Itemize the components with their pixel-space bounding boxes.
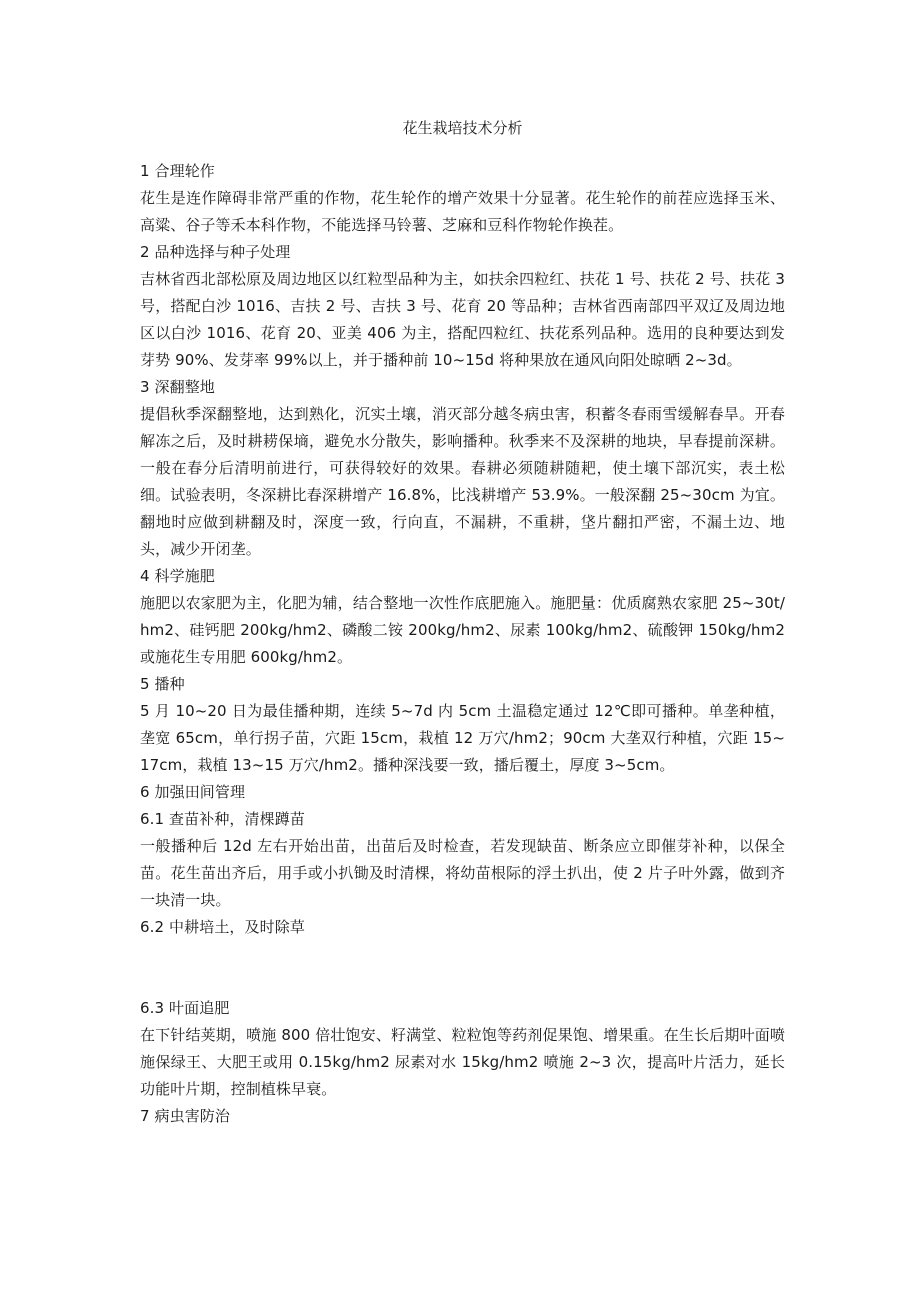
section-heading-7: 7 病虫害防治 bbox=[140, 1107, 231, 1125]
section-body-5: 5 月 10~20 日为最佳播种期，连续 5~7d 内 5cm 土温稳定通过 12℃即可播种。单垄种植，垄宽 65cm，单行拐子苗，穴距 15cm，栽植 12 万穴/hm2；90cm 大垄双行种植，穴距 15~17cm，栽植 13~15 万穴/hm2。播种深浅要一致，播后覆土，厚度 3~5cm。 bbox=[140, 702, 785, 774]
section-body-1: 花生是连作障碍非常严重的作物，花生轮作的增产效果十分显著。花生轮作的前茬应选择玉米、高粱、谷子等禾本科作物，不能选择马铃薯、芝麻和豆科作物轮作换茬。 bbox=[140, 189, 785, 234]
blank-space bbox=[140, 941, 785, 995]
section-body-4: 施肥以农家肥为主，化肥为辅，结合整地一次性作底肥施入。施肥量：优质腐熟农家肥 25~30t/hm2、硅钙肥 200kg/hm2、磷酸二铵 200kg/hm2、尿素 100kg/hm2、硫酸钾 150kg/hm2 或施花生专用肥 600kg/hm2。 bbox=[140, 594, 785, 666]
section-heading-3: 3 深翻整地 bbox=[140, 378, 215, 396]
section-heading-4: 4 科学施肥 bbox=[140, 567, 215, 585]
subsection-heading-6-3: 6.3 叶面追肥 bbox=[140, 999, 230, 1017]
page-title: 花生栽培技术分析 bbox=[402, 119, 523, 137]
section-heading-1: 1 合理轮作 bbox=[140, 162, 215, 180]
subsection-body-6-1: 一般播种后 12d 左右开始出苗，出苗后及时检查，若发现缺苗、断条应立即催芽补种，以保全苗。花生苗出齐后，用手或小扒锄及时清棵，将幼苗根际的浮土扒出，使 2 片子叶外露，做到齐一块清一块。 bbox=[140, 837, 785, 909]
subsection-body-6-3: 在下针结荚期，喷施 800 倍壮饱安、籽满堂、粒粒饱等药剂促果饱、增果重。在生长后期叶面喷施保绿王、大肥王或用 0.15kg/hm2 尿素对水 15kg/hm2 喷施 2~3 次，提高叶片活力，延长功能叶片期，控制植株早衰。 bbox=[140, 1026, 785, 1098]
subsection-heading-6-2: 6.2 中耕培土，及时除草 bbox=[140, 918, 305, 936]
section-body-2: 吉林省西北部松原及周边地区以红粒型品种为主，如扶余四粒红、扶花 1 号、扶花 2 号、扶花 3 号，搭配白沙 1016、吉扶 2 号、吉扶 3 号、花育 20 等品种；吉林省西南部四平双辽及周边地区以白沙 1016、花育 20、亚美 406 为主，搭配四粒红、扶花系列品种。选用的良种要达到发芽势 90%、发芽率 99%以上，并于播种前 10~15d 将种果放在通风向阳处晾晒 2~3d。 bbox=[140, 270, 785, 369]
section-heading-5: 5 播种 bbox=[140, 675, 185, 693]
section-heading-6: 6 加强田间管理 bbox=[140, 783, 246, 801]
section-body-3: 提倡秋季深翻整地，达到熟化，沉实土壤，消灭部分越冬病虫害，积蓄冬春雨雪缓解春旱。开春解冻之后，及时耕耢保墒，避免水分散失，影响播种。秋季来不及深耕的地块，早春提前深耕。一般在春分后清明前进行，可获得较好的效果。春耕必须随耕随耙，使土壤下部沉实，表土松细。试验表明，冬深耕比春深耕增产 16.8%，比浅耕增产 53.9%。一般深翻 25~30cm 为宜。翻地时应做到耕翻及时，深度一致，行向直，不漏耕，不重耕，垡片翻扣严密，不漏土边、地头，减少开闭垄。 bbox=[140, 405, 785, 558]
subsection-heading-6-1: 6.1 查苗补种，清棵蹲苗 bbox=[140, 810, 305, 828]
section-heading-2: 2 品种选择与种子处理 bbox=[140, 243, 291, 261]
document-page bbox=[140, 116, 785, 1130]
